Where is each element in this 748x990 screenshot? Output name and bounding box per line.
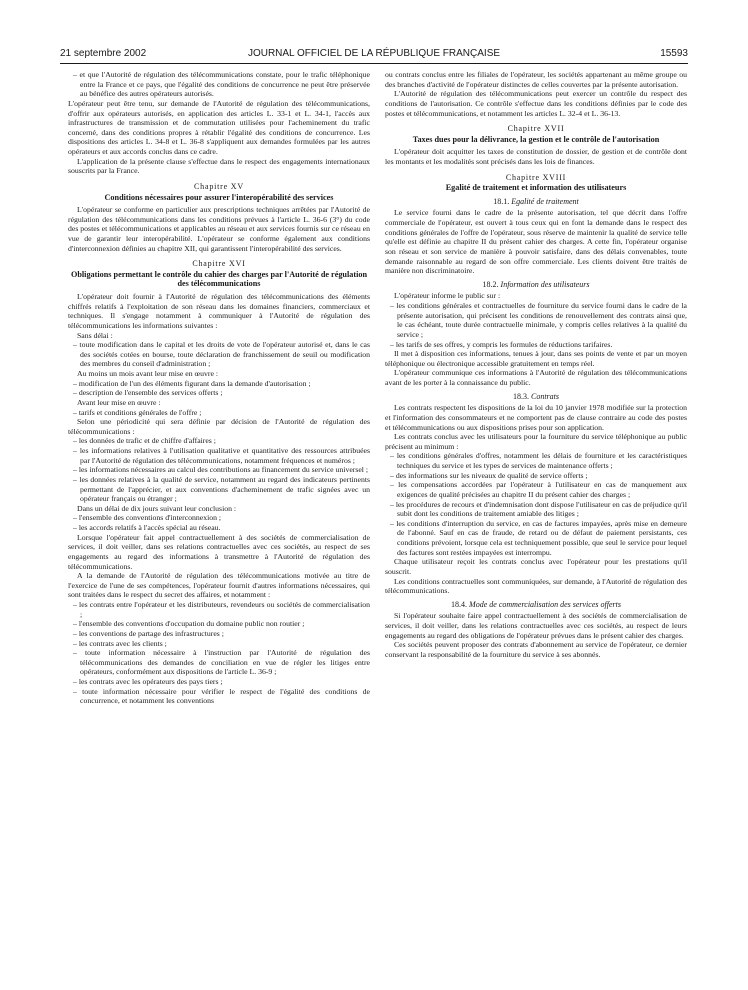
paragraph: Les contrats respectent les dispositions de la loi du 10 janvier 1978 modifiée sur la protection et l'information des consommateurs et ne comportent pas de clause contraire au code des postes et télécommunications ou aux dispositions prises pour son application. [385, 403, 687, 432]
list-item: – les conditions générales d'offres, notamment les délais de fourniture et les caractéristiques techniques du service et les types de services de maintenance offerts ; [390, 451, 687, 471]
section-heading [385, 197, 687, 207]
section-title: Mode de commercialisation des services offerts [469, 599, 621, 609]
list-item: – les informations relatives à l'utilisation qualitative et quantitative des ressources attribuées par l'Autorité de régulation des télécommunications, notamment fréquences et numéros ; [73, 446, 370, 465]
list-item: – les informations nécessaires au calcul des contributions au financement du service universel ; [73, 465, 369, 475]
section-number: 18.2. [482, 279, 499, 289]
list-item: – toute information nécessaire à l'instruction par l'Autorité de régulation des télécommunications des demandes de conciliation en vue de régler les litiges entre opérateurs, conformément aux dispositions de l'article L. 36-9 ; [73, 648, 370, 677]
paragraph: L'opérateur peut être tenu, sur demande de l'Autorité de régulation des télécommunications, d'offrir aux opérateurs autorisés, en application des articles L. 33-1 et L. 34-1, l'accès aux infrastructures de transmission et de commutation utilisées pour l'acheminement du trafic concerné, dans des conditions propres à rétablir l'égalité des conditions de concurrence. Les dispositions des articles L. 34-8 et L. 36-8 s'appliquent aux demandes formulées par les autres opérateurs et aux accords conclus dans ce cadre. [68, 98, 370, 156]
page-header [60, 48, 688, 62]
chapter-title: Obligations permettant le contrôle du cahier des charges par l'Autorité de régulation des télécommunications [70, 269, 367, 289]
header-rule [60, 63, 688, 64]
chapter-title: Taxes dues pour la délivrance, la gestion et le contrôle de l'autorisation [412, 134, 660, 144]
section-title: Egalité de traitement [511, 196, 579, 206]
chapter-heading: Chapitre XVII [507, 124, 565, 134]
chapter-title: Conditions nécessaires pour assurer l'interopérabilité des services [104, 192, 334, 202]
chapter-heading: Chapitre XV [194, 181, 244, 191]
section-number: 18.4. [451, 599, 468, 609]
paragraph: L'opérateur doit acquitter les taxes de constitution de dossier, de gestion et de contrôle dont les montants et les modalités sont précisés dans les lois de finances. [385, 147, 687, 166]
list-item: – toute modification dans le capital et les droits de vote de l'opérateur autorisé et, dans le cas des sociétés cotées en bourse, toute déclaration de franchissement de seuil ou modification des membres du conseil d'administration ; [73, 340, 370, 369]
paragraph: Dans un délai de dix jours suivant leur conclusion : [77, 503, 237, 513]
header-date: 21 septembre 2002 [60, 48, 147, 59]
list-item: – les contrats avec les opérateurs des pays tiers ; [73, 677, 223, 687]
paragraph: Si l'opérateur souhaite faire appel contractuellement à des sociétés de commercialisation de services, il doit veiller, dans les relations contractuelles avec ces sociétés, au respect de leurs engagements au regard des obligations de l'opérateur prévues dans le présent cahier des charges. [385, 611, 687, 640]
section-title: Information des utilisateurs [500, 279, 590, 289]
paragraph: L'Autorité de régulation des télécommunications peut exercer un contrôle du respect des conditions de l'autorisation. Ce contrôle s'effectue dans les conditions définies par le code des postes et télécommunications, et notamment les articles L. 32-4 et L. 36-13. [385, 89, 687, 118]
paragraph: L'opérateur doit fournir à l'Autorité de régulation des télécommunications des éléments chiffrés relatifs à l'exploitation de son réseau dans les domaines financiers, commerciaux et techniques. Il s'engage notamment à communiquer à l'Autorité de régulation des télécommunications les informations suivantes : [68, 292, 370, 330]
list-item: – les contrats avec les clients ; [73, 638, 167, 648]
list-item: – les compensations accordées par l'opérateur à l'utilisateur en cas de manquement aux exigences de qualité précisées au chapitre II du présent cahier des charges ; [390, 480, 687, 499]
list-item: – des informations sur les niveaux de qualité de service offerts ; [390, 470, 588, 480]
paragraph: Selon une périodicité qui sera définie par décision de l'Autorité de régulation des télécommunications : [68, 417, 370, 436]
paragraph: Le service fourni dans le cadre de la présente autorisation, tel que décrit dans l'offre commerciale de l'opérateur, est ouvert à tous ceux qui en font la demande dans le respect des conditions générales de l'offre de l'opérateur, sous réserve de maintenir la qualité de service telle qu'elle est définie au chapitre II du présent cahier des charges. A cette fin, l'opérateur organise son réseau et son service de manière à pouvoir satisfaire, dans des délais convenables, toute demande raisonnable au regard de son offre commerciale. Les clients doivent être traités de manière non discriminatoire. [385, 208, 687, 276]
chapter-heading: Chapitre XVIII [505, 172, 567, 182]
list-item: – les procédures de recours et d'indemnisation dont dispose l'utilisateur en cas de préjudice qu'il subit dont les conditions de traitement amiable des litiges ; [390, 499, 687, 519]
section-number: 18.1. [493, 196, 510, 206]
chapter-title: Egalité de traitement et information des utilisateurs [445, 183, 627, 193]
list-item: – modification de l'un des éléments figurant dans la demande d'autorisation ; [73, 378, 311, 388]
paragraph: A la demande de l'Autorité de régulation des télécommunications motivée au titre de l'exercice de l'une de ses compétences, l'opérateur fournit d'autres informations nécessaires, qui sont traitées dans le respect du secret des affaires, et notamment : [68, 571, 370, 600]
paragraph: Les conditions contractuelles sont communiquées, sur demande, à l'Autorité de régulation des télécommunications. [385, 576, 687, 596]
list-item: – tarifs et conditions générales de l'offre ; [73, 407, 202, 417]
paragraph: Ces sociétés peuvent proposer des contrats d'abonnement au service de l'opérateur, ce dernier conservant la responsabilité de la fourniture du service à ses abonnés. [385, 640, 687, 659]
list-item: – et que l'Autorité de régulation des télécommunications constate, pour le trafic téléphonique entre la France et ce pays, que l'égalité des conditions de concurrence ne peut être préservée au bénéfice des autres opérateurs autorisés. [73, 70, 370, 99]
list-item: – l'ensemble des conventions d'interconnexion ; [73, 513, 222, 523]
list-item: – toute information nécessaire pour vérifier le respect de l'égalité des conditions de concurrence, et notamment les conventions [73, 686, 370, 706]
header-journal-title: JOURNAL OFFICIEL DE LA RÉPUBLIQUE FRANÇAISE [247, 48, 501, 59]
paragraph: L'application de la présente clause s'effectue dans le respect des engagements internationaux souscrits par la France. [68, 156, 370, 176]
paragraph: Au moins un mois avant leur mise en œuvre : [77, 369, 218, 379]
left-column [68, 70, 370, 975]
right-column [385, 70, 687, 975]
paragraph: Chaque utilisateur reçoit les contrats conclus avec l'opérateur pour les prestations qu'il souscrit. [385, 557, 687, 576]
header-page-number: 15593 [660, 48, 688, 59]
paragraph: L'opérateur communique ces informations à l'Autorité de régulation des télécommunications avant de les porter à la connaissance du public. [385, 368, 687, 388]
paragraph: Lorsque l'opérateur fait appel contractuellement à des sociétés de commercialisation de services, il doit veiller, dans ses relations contractuelles avec ces sociétés, au respect de ses engagements au regard des informations à transmettre à l'Autorité de régulation des télécommunications. [68, 532, 370, 571]
paragraph: L'opérateur se conforme en particulier aux prescriptions techniques arrêtées par l'Autorité de régulation des télécommunications dans les conditions prévues à l'article L. 36-6 (3°) du code des postes et télécommunications et applicables au réseau et aux services fournis sur ce réseau en vue de garantir leur interopérabilité. L'opérateur se conforme également aux conditions d'interconnexion définies au chapitre XII, qui garantissent l'interopérabilité des services. [68, 205, 370, 253]
list-item: – les conventions de partage des infrastructures ; [73, 628, 224, 638]
list-item: – les contrats entre l'opérateur et les distributeurs, revendeurs ou sociétés de commercialisation ; [73, 600, 370, 619]
chapter-heading: Chapitre XVI [192, 259, 246, 269]
list-item: – les conditions d'interruption du service, en cas de factures impayées, après mise en demeure de l'abonné. Sauf en cas de fraude, de retard ou de défaut de paiement persistants, ces conditions prévoient, lorsque cela est techniquement possible, que seul le service pour lequel des factures sont restées impayées est interrompu. [390, 518, 687, 557]
list-item: – les tarifs de ses offres, y compris les formules de réductions tarifaires. [390, 339, 613, 349]
paragraph: Avant leur mise en œuvre : [77, 397, 161, 407]
paragraph: ou contrats conclus entre les filiales de l'opérateur, les sociétés appartenant au même groupe ou des branches d'activité de l'opérateur distinctes de celles couvertes par la présente autorisation. [385, 70, 687, 89]
list-item: – les données de trafic et de chiffre d'affaires ; [73, 436, 216, 446]
paragraph: Il met à disposition ces informations, tenues à jour, dans ses points de vente et par un moyen téléphonique ou électronique accessible gratuitement en temps réel. [385, 349, 687, 368]
list-item: – les accords relatifs à l'accès spécial au réseau. [73, 523, 221, 533]
list-item: – l'ensemble des conventions d'occupation du domaine public non routier ; [73, 619, 305, 629]
list-item: – description de l'ensemble des services offerts ; [73, 388, 223, 398]
paragraph: L'opérateur informe le public sur : [394, 291, 501, 301]
section-number: 18.3. [512, 391, 529, 401]
list-item: – les conditions générales et contractuelles de fourniture du service fourni dans le cadre de la présente autorisation, qui précisent les conditions de renouvellement des contrats ainsi que, le cas échéant, toute durée contractuelle minimale, y compris celles relatives à la qualité du service ; [390, 301, 687, 339]
list-item: – les données relatives à la qualité de service, notamment au regard des indicateurs pertinents permettant de l'apprécier, et aux conventions d'acheminement de trafic signées avec un opérateur français ou étranger ; [73, 474, 370, 504]
section-heading [385, 392, 687, 402]
section-heading [385, 600, 687, 610]
paragraph: Sans délai : [77, 330, 113, 340]
paragraph: Les contrats conclus avec les utilisateurs pour la fourniture du service téléphonique au public précisent au minimum : [385, 432, 687, 451]
section-heading [385, 280, 687, 290]
section-title: Contrats [530, 391, 559, 401]
